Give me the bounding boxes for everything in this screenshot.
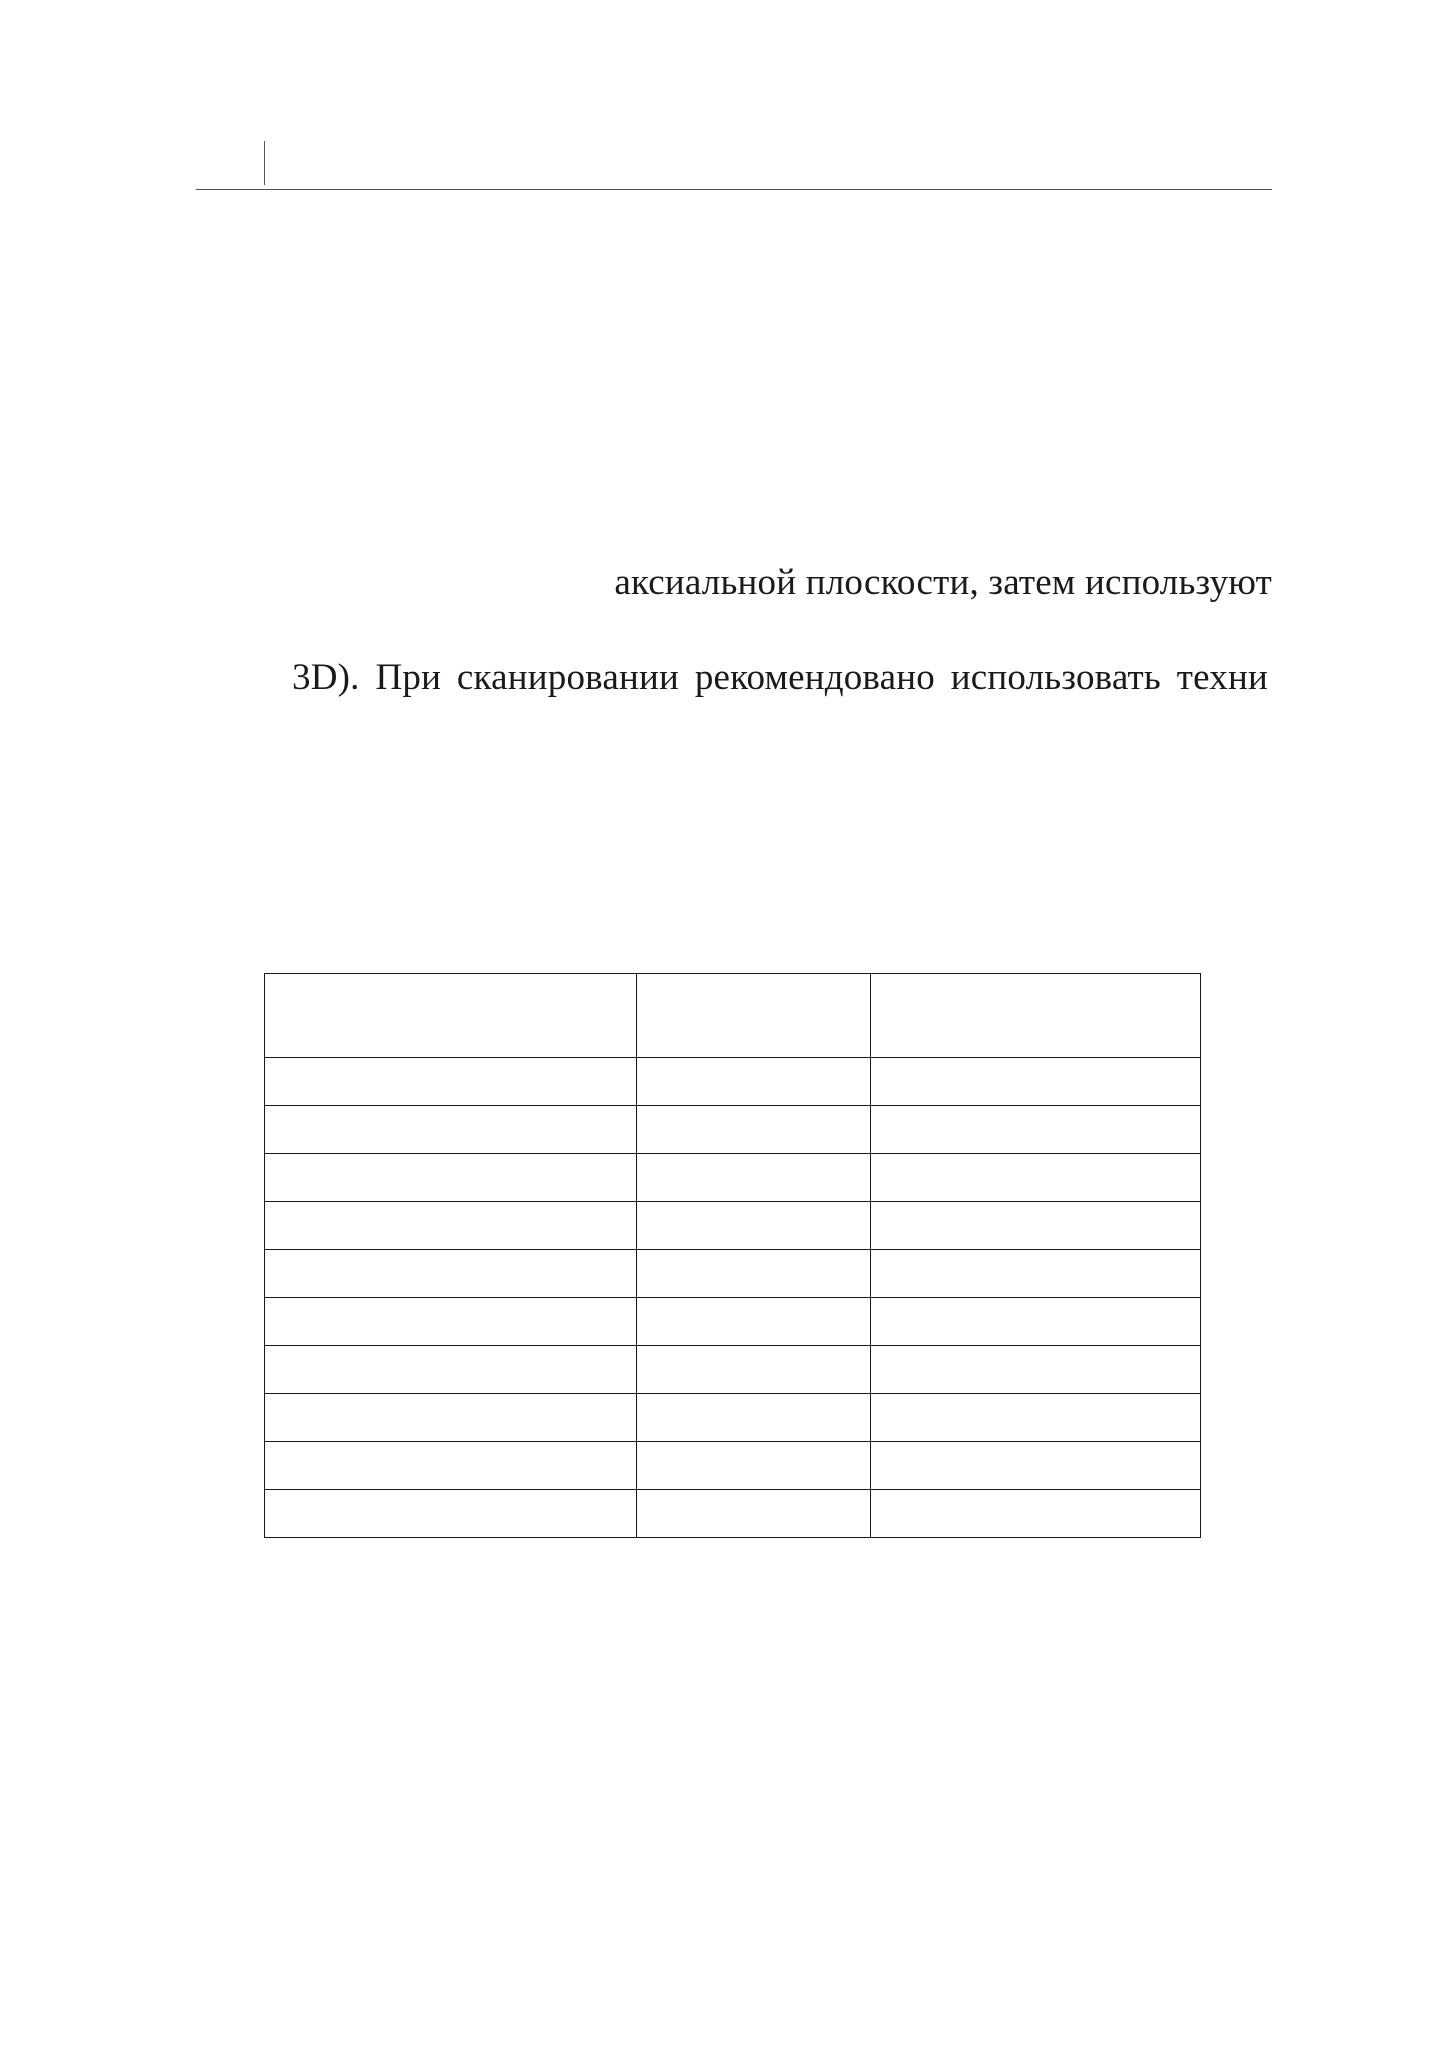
table-row	[265, 1202, 1201, 1250]
table-cell	[871, 1250, 1201, 1298]
table-cell	[637, 1394, 871, 1442]
table-cell	[265, 1058, 637, 1106]
table-cell	[637, 1058, 871, 1106]
table-row	[265, 1490, 1201, 1538]
table-row	[265, 1154, 1201, 1202]
table-cell	[265, 1202, 637, 1250]
table-cell	[637, 1490, 871, 1538]
table-row	[265, 1058, 1201, 1106]
table-cell	[265, 1106, 637, 1154]
body-text-line-1: аксиальной плоскости, затем используют	[614, 562, 1272, 603]
table-cell	[265, 1250, 637, 1298]
table-header-cell	[637, 974, 871, 1058]
table-cell	[637, 1250, 871, 1298]
table-cell	[265, 1346, 637, 1394]
header-rule	[196, 189, 1272, 190]
data-table	[264, 973, 1201, 1538]
table-cell	[265, 1154, 637, 1202]
table-cell	[265, 1490, 637, 1538]
table-row	[265, 1346, 1201, 1394]
table-cell	[637, 1442, 871, 1490]
table-row	[265, 1106, 1201, 1154]
table-cell	[637, 1298, 871, 1346]
table-row	[265, 1250, 1201, 1298]
table-cell	[871, 1394, 1201, 1442]
table-cell	[871, 1154, 1201, 1202]
table-header-cell	[265, 974, 637, 1058]
table-row	[265, 1394, 1201, 1442]
table-cell	[265, 1394, 637, 1442]
table-row	[265, 1442, 1201, 1490]
table-cell	[871, 1346, 1201, 1394]
table-row	[265, 1298, 1201, 1346]
table-cell	[871, 1106, 1201, 1154]
body-text-line-2: 3D). При сканировании рекомендовано использовать техни	[292, 657, 1268, 698]
table-cell	[871, 1442, 1201, 1490]
table-cell	[265, 1442, 637, 1490]
table-cell	[871, 1202, 1201, 1250]
table-cell	[637, 1106, 871, 1154]
table-cell	[265, 1298, 637, 1346]
table-cell	[871, 1298, 1201, 1346]
table-cell	[637, 1346, 871, 1394]
header-tick	[264, 141, 265, 185]
table-header-cell	[871, 974, 1201, 1058]
table-cell	[871, 1490, 1201, 1538]
table-header-row	[265, 974, 1201, 1058]
table-cell	[871, 1058, 1201, 1106]
table-cell	[637, 1154, 871, 1202]
table-cell	[637, 1202, 871, 1250]
